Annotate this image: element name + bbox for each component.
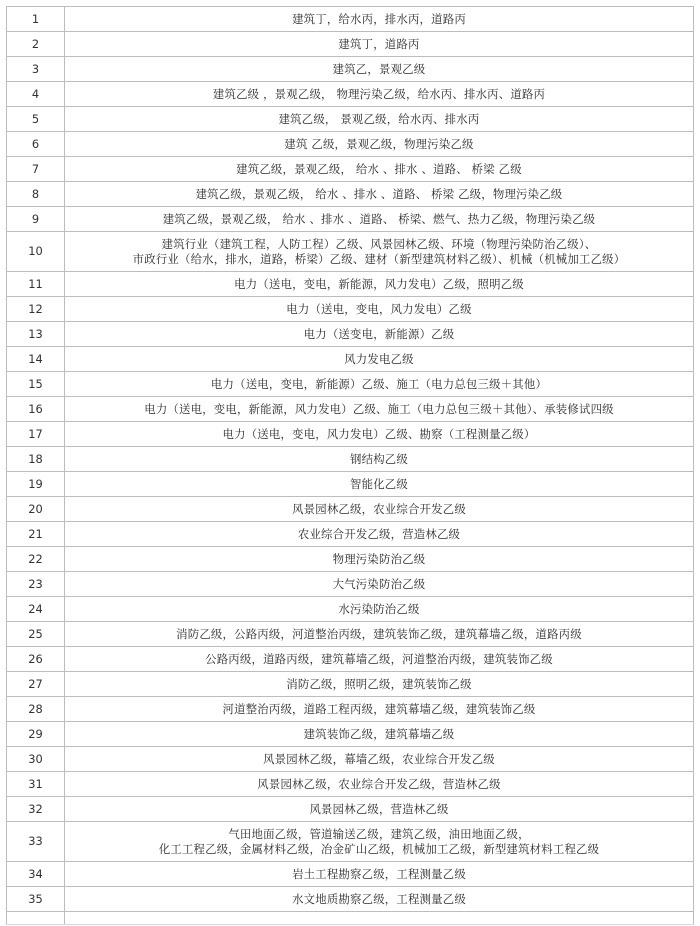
qualification-text: 公路丙级，道路丙级，建筑幕墙乙级，河道整治丙级，建筑装饰乙级	[205, 651, 553, 666]
table-row	[7, 107, 694, 132]
table-row	[7, 7, 694, 32]
qualification-cell	[65, 597, 694, 622]
row-number: 4	[7, 82, 65, 107]
qualification-text: 电力（送电，变电，新能源）乙级、施工（电力总包三级＋其他）	[210, 376, 548, 391]
table-body	[7, 7, 694, 925]
qualification-cell	[65, 697, 694, 722]
table-row	[7, 622, 694, 647]
qualification-cell	[65, 207, 694, 232]
qualification-text: 农业综合开发乙级，营造林乙级	[297, 526, 461, 541]
table-row	[7, 232, 694, 272]
table-row	[7, 182, 694, 207]
table-row	[7, 822, 694, 862]
row-number: 8	[7, 182, 65, 207]
row-number: 17	[7, 422, 65, 447]
qualification-text: 市政行业（给水，排水，道路，桥梁）乙级、建材（新型建筑材料乙级）、机械（机械加工乙级）	[132, 251, 626, 266]
table-row	[7, 82, 694, 107]
row-number: 15	[7, 372, 65, 397]
row-number: 23	[7, 572, 65, 597]
qualification-text: 风景园林乙级，农业综合开发乙级，营造林乙级	[257, 776, 501, 791]
empty-row	[7, 912, 694, 925]
qualification-cell	[65, 497, 694, 522]
table-row	[7, 322, 694, 347]
qualification-text: 建筑 乙级，景观乙级，物理污染乙级	[284, 136, 474, 151]
table-row	[7, 347, 694, 372]
table-row	[7, 497, 694, 522]
qualification-cell	[65, 447, 694, 472]
row-number: 20	[7, 497, 65, 522]
qualification-text: 建筑装饰乙级，建筑幕墙乙级	[303, 726, 455, 741]
row-number: 7	[7, 157, 65, 182]
table-row	[7, 597, 694, 622]
table-row	[7, 672, 694, 697]
qualification-cell	[65, 107, 694, 132]
table-row	[7, 472, 694, 497]
qualification-text: 建筑乙级，景观乙级， 给水 、排水 、道路、 桥梁 乙级	[236, 161, 522, 176]
table-row	[7, 132, 694, 157]
table-row	[7, 32, 694, 57]
qualification-text: 智能化乙级	[350, 476, 408, 491]
row-number: 12	[7, 297, 65, 322]
qualification-cell	[65, 322, 694, 347]
qualification-text: 风景园林乙级，农业综合开发乙级	[292, 501, 466, 516]
table-row	[7, 772, 694, 797]
qualification-text: 风景园林乙级，营造林乙级	[309, 801, 449, 816]
qualification-text: 电力（送电，变电，风力发电）乙级、勘察（工程测量乙级）	[222, 426, 536, 441]
qualification-cell	[65, 772, 694, 797]
table-row	[7, 697, 694, 722]
qualification-cell	[65, 297, 694, 322]
qualification-cell	[65, 572, 694, 597]
row-number: 14	[7, 347, 65, 372]
row-number: 2	[7, 32, 65, 57]
qualification-cell	[65, 822, 694, 862]
table-row	[7, 797, 694, 822]
qualification-text: 建筑乙级， 景观乙级，给水丙、排水丙	[278, 111, 480, 126]
qualification-cell	[65, 32, 694, 57]
row-number: 30	[7, 747, 65, 772]
row-number: 34	[7, 862, 65, 887]
row-number: 33	[7, 822, 65, 862]
qualification-text: 气田地面乙级，管道输送乙级，建筑乙级，油田地面乙级，	[228, 826, 530, 841]
table-row	[7, 747, 694, 772]
qualification-cell	[65, 722, 694, 747]
qualification-cell	[65, 132, 694, 157]
row-number: 24	[7, 597, 65, 622]
empty-cell	[65, 912, 694, 925]
qualification-text: 物理污染防治乙级	[332, 551, 426, 566]
row-number: 1	[7, 7, 65, 32]
row-number: 31	[7, 772, 65, 797]
table-row	[7, 547, 694, 572]
qualification-text: 建筑乙级 ，景观乙级， 物理污染乙级，给水丙、排水丙、道路丙	[212, 86, 546, 101]
qualification-cell	[65, 7, 694, 32]
row-number: 35	[7, 887, 65, 912]
row-number: 22	[7, 547, 65, 572]
table-row	[7, 862, 694, 887]
table-row	[7, 887, 694, 912]
row-number: 6	[7, 132, 65, 157]
qualification-text: 电力（送电，变电，风力发电）乙级	[286, 301, 472, 316]
row-number: 25	[7, 622, 65, 647]
qualification-cell	[65, 182, 694, 207]
qualification-text: 钢结构乙级	[350, 451, 408, 466]
row-number: 27	[7, 672, 65, 697]
qualification-text: 建筑乙，景观乙级	[332, 61, 426, 76]
table-row	[7, 207, 694, 232]
row-number: 28	[7, 697, 65, 722]
qualification-text: 建筑乙级，景观乙级， 给水 、排水 、道路、 桥梁、燃气、热力乙级，物理污染乙级	[162, 211, 596, 226]
row-number: 29	[7, 722, 65, 747]
row-number: 32	[7, 797, 65, 822]
table-row	[7, 722, 694, 747]
qualification-text: 建筑乙级，景观乙级， 给水 、排水 、道路、 桥梁 乙级，物理污染乙级	[195, 186, 563, 201]
qualification-cell	[65, 797, 694, 822]
qualification-cell	[65, 887, 694, 912]
qualification-cell	[65, 82, 694, 107]
row-number: 26	[7, 647, 65, 672]
qualification-cell	[65, 522, 694, 547]
table-row	[7, 647, 694, 672]
row-number: 11	[7, 272, 65, 297]
qualification-cell	[65, 57, 694, 82]
qualification-cell	[65, 672, 694, 697]
table-row	[7, 397, 694, 422]
qualification-text: 风力发电乙级	[344, 351, 414, 366]
qualification-text: 建筑丁，道路丙	[338, 36, 420, 51]
qualification-cell	[65, 157, 694, 182]
table-row	[7, 522, 694, 547]
table-row	[7, 422, 694, 447]
qualification-table	[6, 6, 694, 925]
qualification-cell	[65, 472, 694, 497]
qualification-cell	[65, 747, 694, 772]
table-row	[7, 157, 694, 182]
row-number: 3	[7, 57, 65, 82]
qualification-text: 消防乙级，公路丙级，河道整治丙级，建筑装饰乙级，建筑幕墙乙级，道路丙级	[176, 626, 582, 641]
qualification-text: 水污染防治乙级	[338, 601, 420, 616]
qualification-text: 水文地质勘察乙级，工程测量乙级	[292, 891, 466, 906]
row-number: 16	[7, 397, 65, 422]
qualification-cell	[65, 862, 694, 887]
empty-cell	[7, 912, 65, 925]
qualification-text: 建筑行业（建筑工程，人防工程）乙级、风景园林乙级、环境（物理污染防治乙级）、	[161, 236, 597, 251]
table-row	[7, 57, 694, 82]
qualification-text: 建筑丁，给水丙，排水丙，道路丙	[292, 11, 466, 26]
qualification-text: 岩土工程勘察乙级，工程测量乙级	[292, 866, 466, 881]
qualification-cell	[65, 372, 694, 397]
row-number: 9	[7, 207, 65, 232]
qualification-text: 大气污染防治乙级	[332, 576, 426, 591]
table-row	[7, 372, 694, 397]
qualification-text: 电力（送电，变电，新能源，风力发电）乙级，照明乙级	[234, 276, 524, 291]
table-row	[7, 572, 694, 597]
qualification-text: 风景园林乙级，幕墙乙级，农业综合开发乙级	[263, 751, 495, 766]
qualification-text: 电力（送变电，新能源）乙级	[303, 326, 455, 341]
table-row	[7, 297, 694, 322]
row-number: 5	[7, 107, 65, 132]
qualification-cell	[65, 422, 694, 447]
qualification-cell	[65, 622, 694, 647]
qualification-cell	[65, 347, 694, 372]
qualification-text: 消防乙级，照明乙级，建筑装饰乙级	[286, 676, 472, 691]
qualification-cell	[65, 272, 694, 297]
row-number: 10	[7, 232, 65, 272]
qualification-cell	[65, 547, 694, 572]
qualification-text: 化工工程乙级，金属材料乙级，冶金矿山乙级，机械加工乙级，新型建筑材料工程乙级	[158, 841, 600, 856]
qualification-cell	[65, 232, 694, 272]
qualification-cell	[65, 397, 694, 422]
row-number: 21	[7, 522, 65, 547]
qualification-text: 电力（送电，变电，新能源，风力发电）乙级、施工（电力总包三级＋其他）、承装修试四级	[144, 401, 614, 416]
table-row	[7, 272, 694, 297]
row-number: 19	[7, 472, 65, 497]
row-number: 13	[7, 322, 65, 347]
table-row	[7, 447, 694, 472]
qualification-cell	[65, 647, 694, 672]
qualification-text: 河道整治丙级，道路工程丙级，建筑幕墙乙级，建筑装饰乙级	[222, 701, 536, 716]
row-number: 18	[7, 447, 65, 472]
